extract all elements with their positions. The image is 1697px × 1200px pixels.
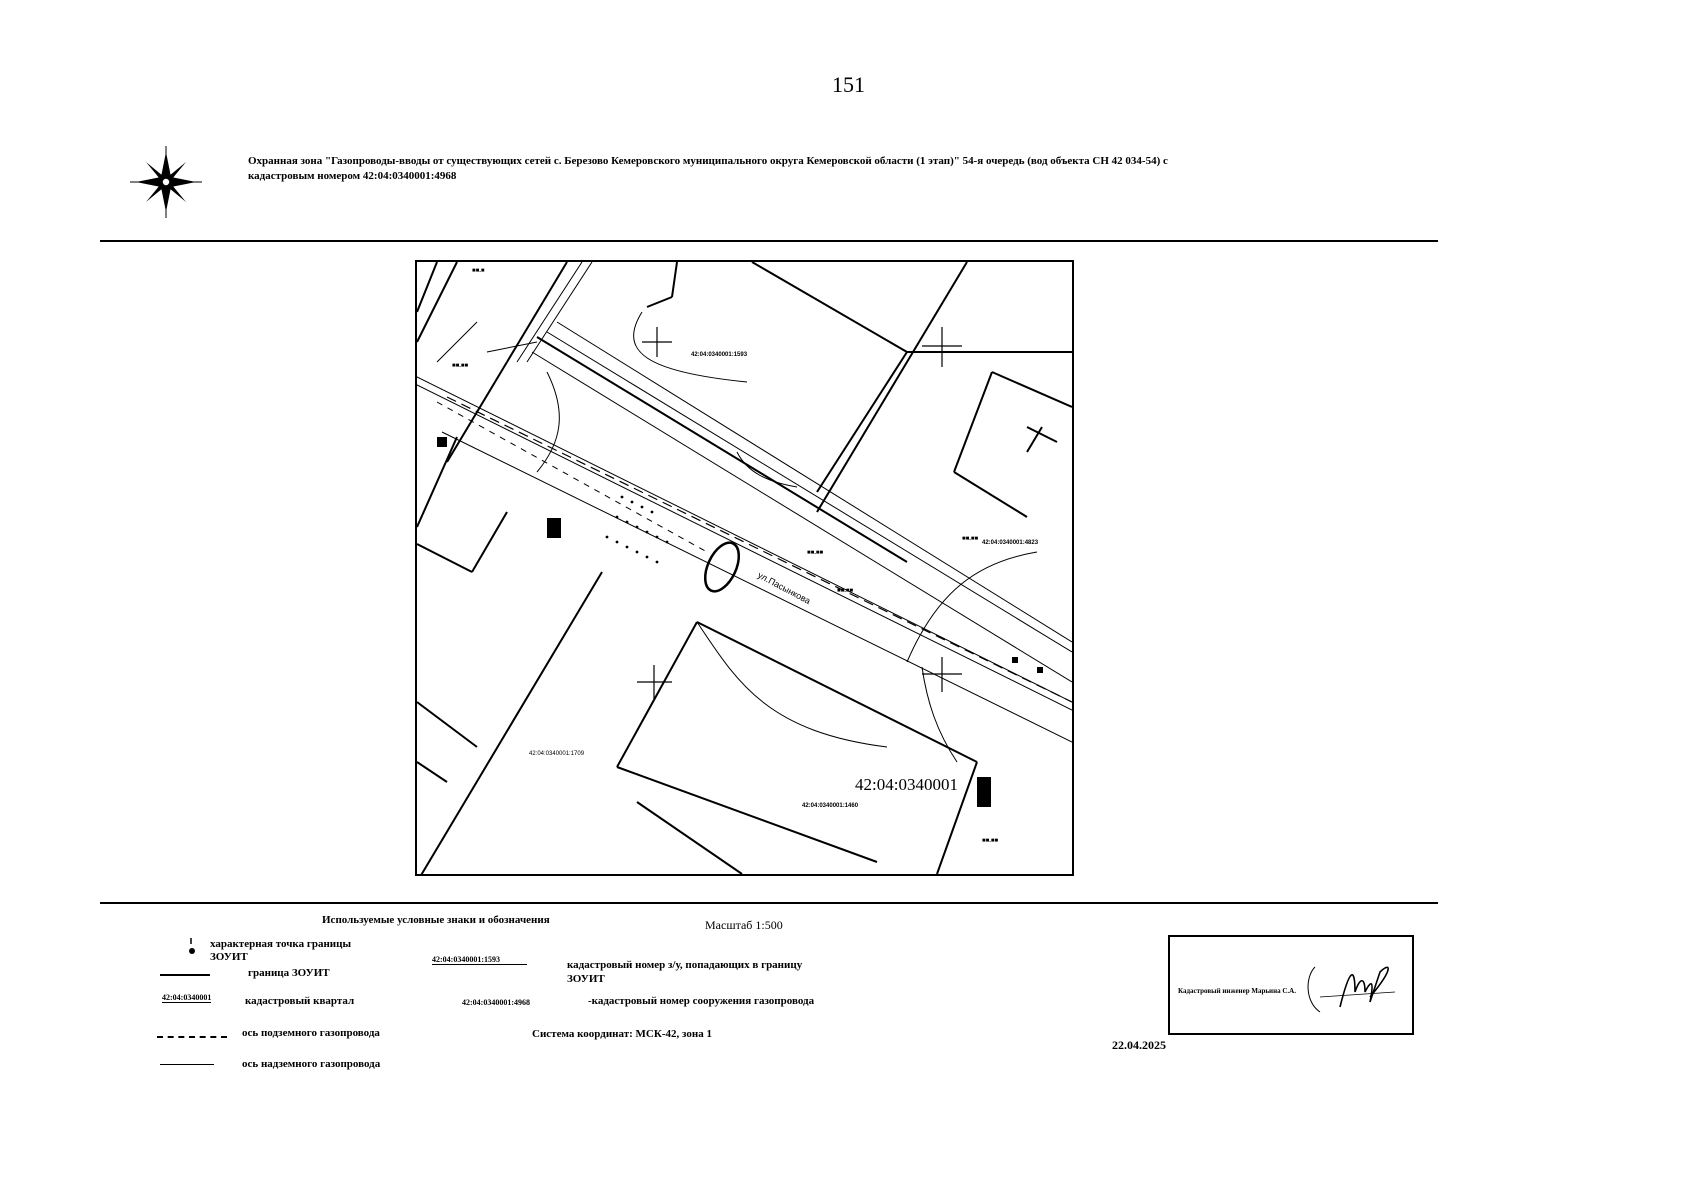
- north-arrow-icon: [130, 146, 202, 218]
- header-line-2: кадастровым номером 42:04:0340001:4968: [248, 170, 457, 182]
- svg-text:■■.■■: ■■.■■: [807, 550, 824, 556]
- parcel-label-1709: 42:04:0340001:1709: [529, 751, 585, 757]
- legend-structure-sample: 42:04:0340001:4968: [462, 998, 530, 1007]
- coordinate-system: Система координат: МСК-42, зона 1: [532, 1028, 712, 1040]
- street-label: ул.Пасынкова: [756, 569, 813, 607]
- document-header: [248, 154, 1368, 184]
- quarter-label: 42:04:0340001: [855, 775, 958, 794]
- header-line-1: Охранная зона "Газопроводы-вводы от существующих сетей с. Березово Кемеровского муниципального округа Кемеровской области (1 этап)" 54-я очередь (вод объекта СН 42 034-54) с: [248, 155, 1168, 167]
- legend-parcel-text: кадастровый номер з/у, попадающих в границу ЗОУИТ: [567, 959, 803, 985]
- legend-solid-line: [160, 974, 210, 976]
- parcel-label-1460: 42:04:0340001:1460: [802, 803, 859, 809]
- cadastral-map: [415, 260, 1074, 876]
- legend-solid-text: граница ЗОУИТ: [248, 967, 330, 979]
- legend-thin-text: ось надземного газопровода: [242, 1058, 381, 1070]
- engineer-name: Кадастровый инженер Марьина С.А.: [1178, 987, 1296, 995]
- svg-text:■■.■■: ■■.■■: [982, 838, 999, 844]
- bottom-divider: [100, 902, 1438, 904]
- legend-thin-line: [160, 1064, 214, 1065]
- legend-quarter-text: кадастровый квартал: [245, 995, 355, 1007]
- legend-point-text: характерная точка границы ЗОУИТ: [210, 938, 352, 963]
- legend-point-icon: [188, 938, 198, 961]
- legend-title: Используемые условные знаки и обозначения: [322, 914, 550, 926]
- legend-parcel-sample: 42:04:0340001:1593: [432, 955, 527, 965]
- svg-text:■■.■■: ■■.■■: [452, 363, 469, 369]
- legend-quarter-sample: 42:04:0340001: [162, 993, 212, 1002]
- parcel-label-4823: 42:04:0340001:4823: [982, 540, 1039, 546]
- engineer-stamp: [1168, 935, 1414, 1035]
- parcel-label-1593: 42:04:0340001:1593: [691, 352, 748, 358]
- top-divider: [100, 240, 1438, 242]
- legend-dashed-text: ось подземного газопровода: [242, 1027, 380, 1039]
- document-date: 22.04.2025: [1112, 1038, 1166, 1052]
- svg-text:■■.■■: ■■.■■: [962, 536, 979, 542]
- svg-text:■■.■: ■■.■: [472, 268, 485, 274]
- svg-text:■■.■■: ■■.■■: [837, 588, 854, 594]
- scale-label: Масштаб 1:500: [705, 918, 783, 932]
- legend-structure-text: -кадастровый номер сооружения газопровода: [588, 995, 815, 1007]
- map-drawing: [417, 262, 1072, 874]
- legend-dashed-line: [157, 1036, 227, 1038]
- page-number: 151: [832, 72, 865, 97]
- signature-icon: [1300, 947, 1400, 1032]
